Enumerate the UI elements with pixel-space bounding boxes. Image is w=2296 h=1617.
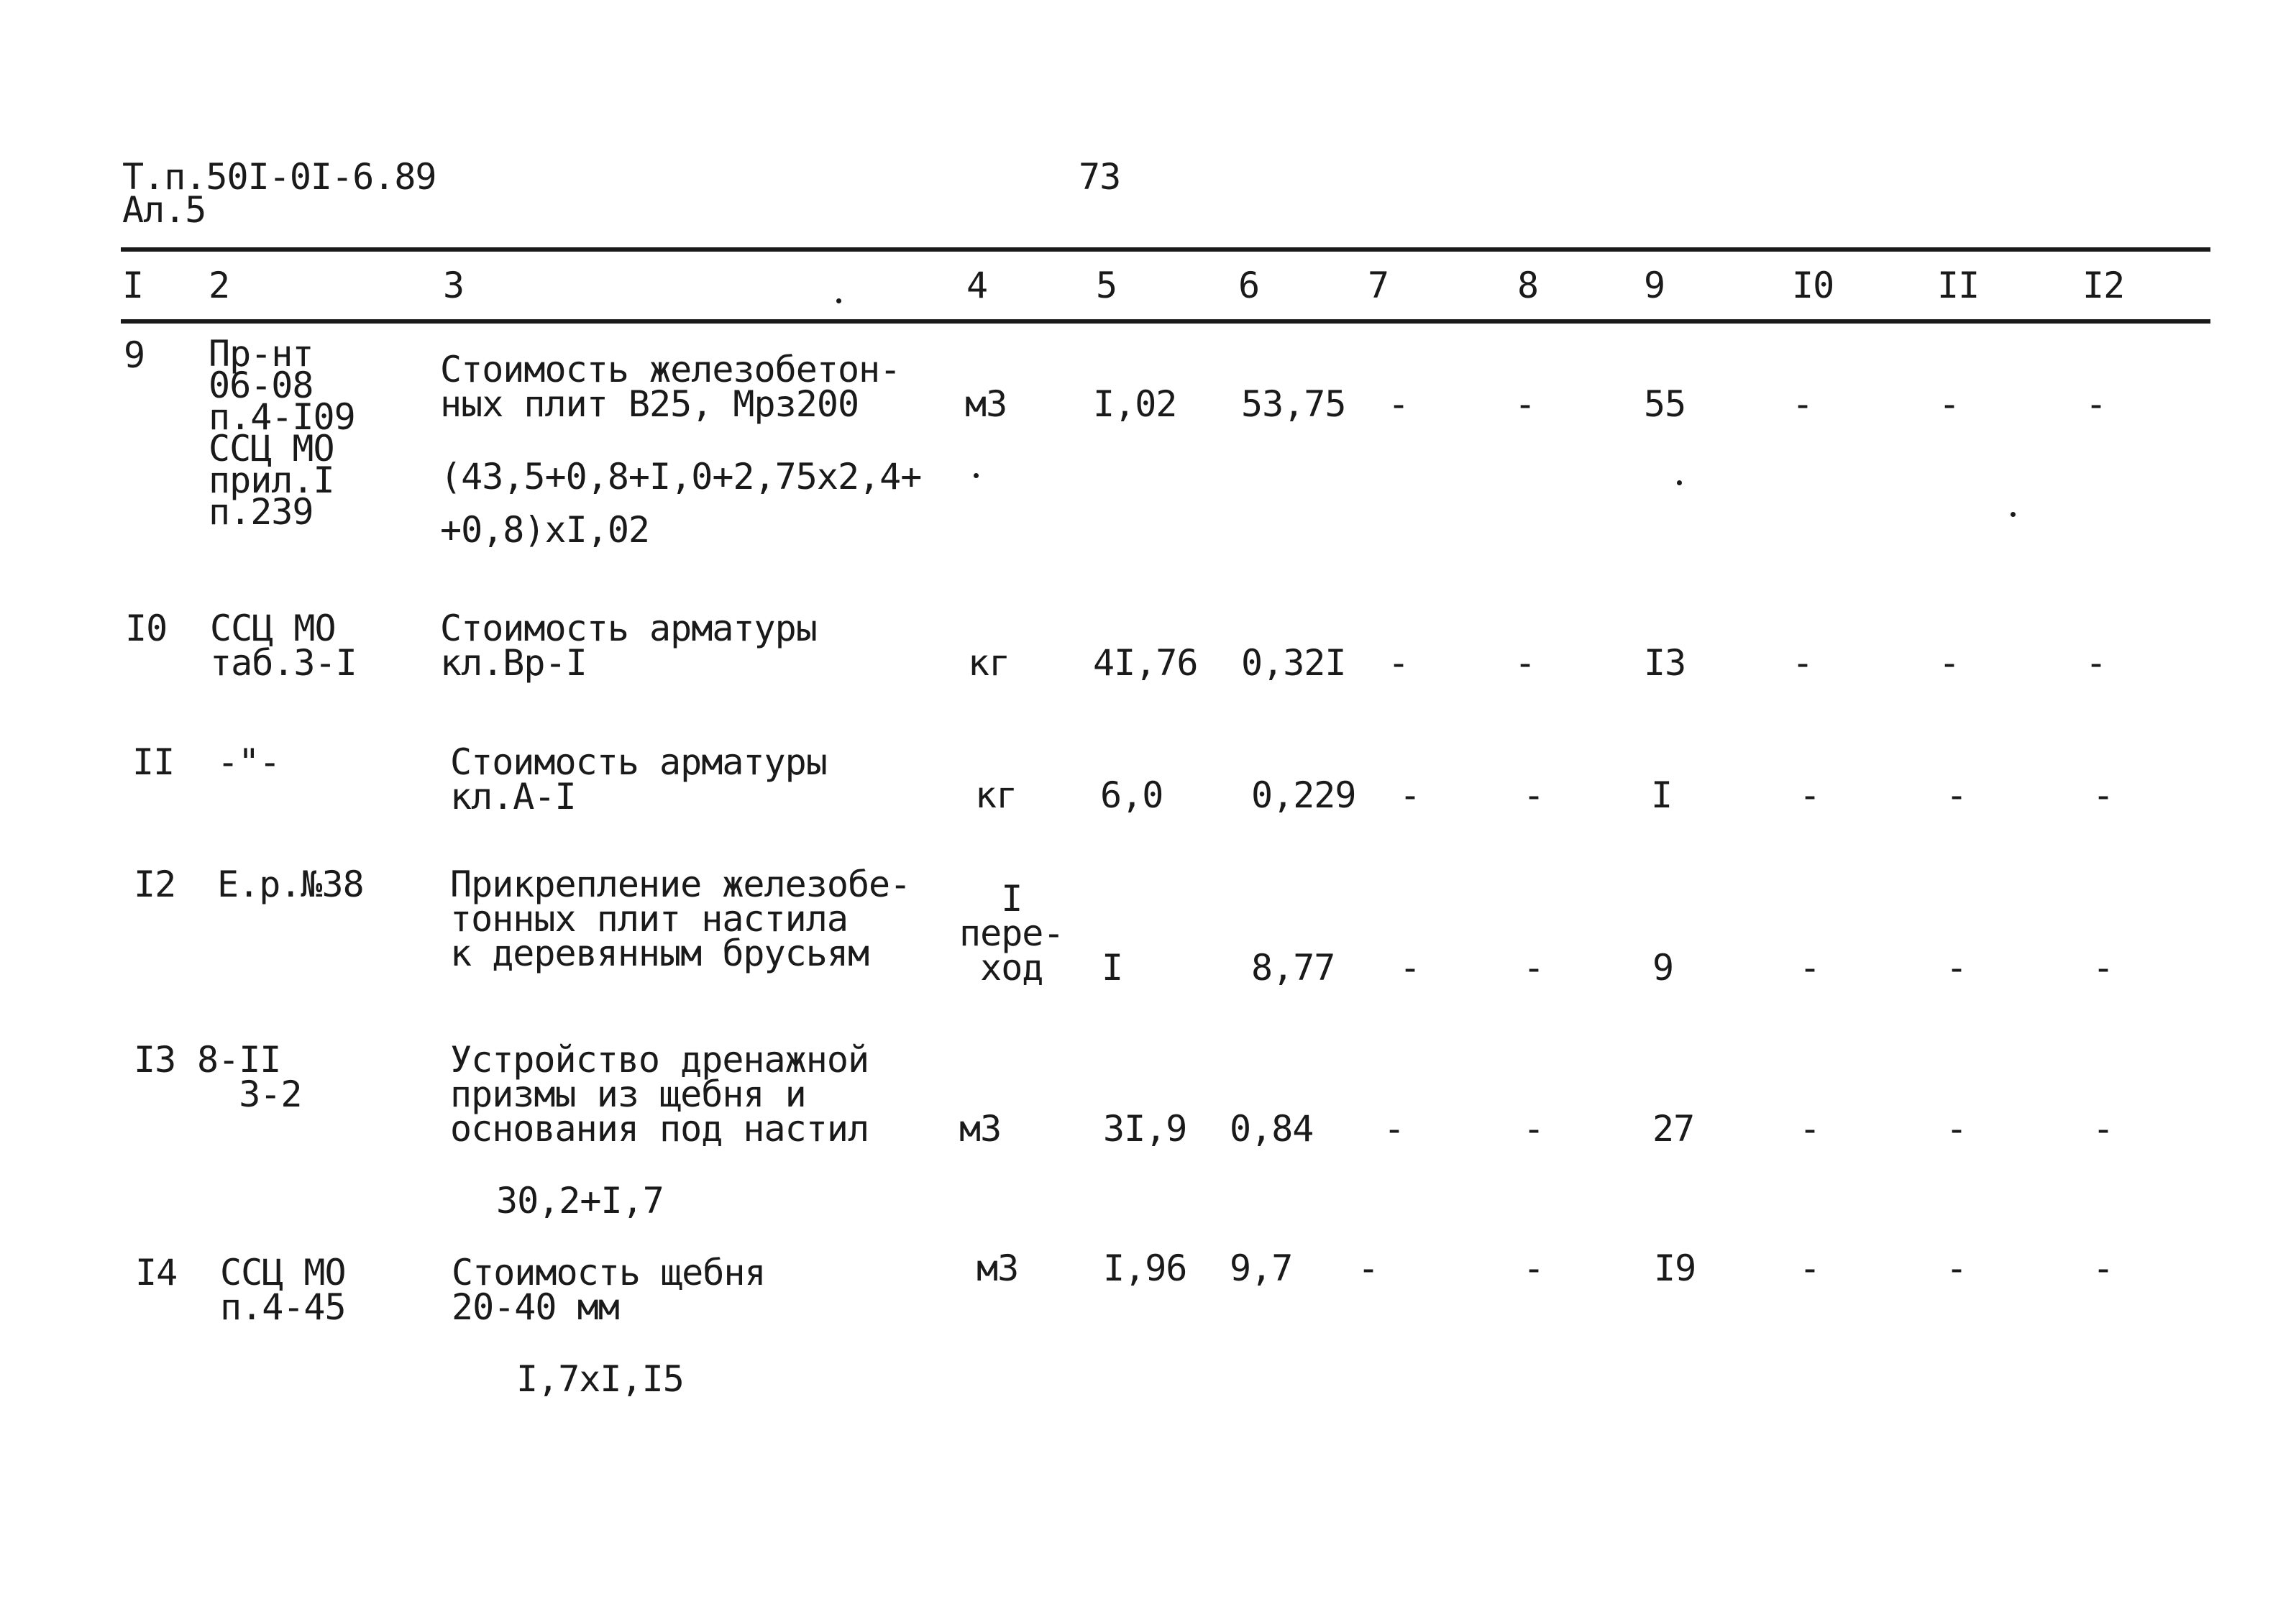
row-col7: -: [1358, 1247, 1379, 1289]
column-header: 2: [209, 265, 230, 306]
row-description: Стоимость арматуры кл.А-I: [450, 741, 827, 817]
row-reference: 8-II 3-2: [197, 1039, 302, 1115]
row-number: II: [132, 741, 175, 783]
row-description: Стоимость арматуры кл.Вр-I: [440, 608, 817, 684]
row-col11: -: [1939, 642, 1960, 684]
row-reference: Пр-нт 06-08 п.4-I09 ССЦ МО прил.I п.239: [209, 333, 355, 533]
row-col7: -: [1388, 642, 1409, 684]
column-header: 5: [1096, 265, 1117, 306]
column-header: I: [122, 265, 144, 306]
row-number: 9: [124, 334, 145, 376]
row-col7: -: [1383, 1108, 1405, 1150]
row-qty: 3I,9: [1103, 1108, 1187, 1150]
table-header-rule: [121, 319, 2210, 324]
row-qty: I,96: [1103, 1247, 1187, 1289]
row-reference: -"-: [217, 741, 280, 783]
column-header: 4: [966, 265, 988, 306]
row-price: 9,7: [1230, 1247, 1293, 1289]
row-col9: I9: [1654, 1247, 1696, 1289]
row-col8: -: [1523, 1247, 1545, 1289]
row-col10: -: [1792, 642, 1814, 684]
column-header: 6: [1238, 265, 1260, 306]
row-col8: -: [1514, 383, 1536, 425]
row-price: 0,229: [1251, 774, 1356, 816]
row-calculation: (43,5+0,8+I,0+2,75х2,4+ +0,8)хI,02: [440, 456, 922, 551]
row-description: Стоимость щебня 20-40 мм: [452, 1252, 766, 1328]
table-top-rule: [121, 247, 2210, 252]
row-col9: 27: [1652, 1108, 1695, 1150]
row-col8: -: [1523, 947, 1545, 989]
row-col7: -: [1388, 383, 1409, 425]
row-col9: I3: [1644, 642, 1686, 684]
speck: [1677, 480, 1682, 485]
row-col12: -: [2093, 947, 2114, 989]
row-unit: I пере- ход: [959, 878, 1064, 989]
row-col12: -: [2093, 774, 2114, 816]
row-price: 0,32I: [1241, 642, 1346, 684]
speck: [836, 298, 841, 303]
column-header: I2: [2082, 265, 2125, 306]
row-col11: -: [1946, 1247, 1967, 1289]
row-col10: -: [1799, 947, 1821, 989]
row-unit: м3: [977, 1247, 1019, 1289]
row-reference: Е.р.№38: [217, 864, 364, 905]
album-label: Ал.5: [122, 189, 206, 231]
row-calculation: I,7хI,I5: [516, 1358, 684, 1400]
row-qty: 6,0: [1100, 774, 1163, 816]
row-col8: -: [1523, 1108, 1545, 1150]
column-header: 8: [1517, 265, 1539, 306]
row-col12: -: [2085, 642, 2107, 684]
row-col7: -: [1399, 774, 1421, 816]
row-col10: -: [1799, 1108, 1821, 1150]
row-description: Прикрепление железобе- тонных плит настила к деревянным брусьям: [450, 864, 911, 974]
column-header: 7: [1368, 265, 1389, 306]
row-col12: -: [2093, 1108, 2114, 1150]
doc-code: Т.п.50I-0I-6.89: [122, 156, 436, 198]
row-col12: -: [2093, 1247, 2114, 1289]
column-header: 9: [1644, 265, 1665, 306]
row-unit: кг: [968, 642, 1010, 684]
row-col11: -: [1946, 947, 1967, 989]
row-col11: -: [1946, 774, 1967, 816]
row-col12: -: [2085, 383, 2107, 425]
row-price: 53,75: [1241, 383, 1346, 425]
row-unit: кг: [975, 774, 1017, 816]
row-description: Стоимость железобетон- ных плит В25, Мрз200: [440, 349, 901, 425]
row-qty: 4I,76: [1093, 642, 1198, 684]
row-unit: м3: [959, 1108, 1002, 1150]
row-col9: 55: [1644, 383, 1686, 425]
row-number: I3: [134, 1039, 176, 1081]
row-col10: -: [1799, 1247, 1821, 1289]
row-unit: м3: [965, 383, 1007, 425]
row-col11: -: [1939, 383, 1960, 425]
row-number: I2: [134, 864, 176, 905]
column-header: II: [1937, 265, 1980, 306]
row-col11: -: [1946, 1108, 1967, 1150]
row-col10: -: [1799, 774, 1821, 816]
row-number: I4: [135, 1252, 178, 1293]
row-col10: -: [1792, 383, 1814, 425]
row-price: 0,84: [1230, 1108, 1314, 1150]
row-number: I0: [125, 608, 168, 649]
row-price: 8,77: [1251, 947, 1335, 989]
page-number: 73: [1079, 156, 1121, 198]
row-col8: -: [1514, 642, 1536, 684]
row-reference: ССЦ МО таб.3-I: [210, 608, 357, 684]
row-reference: ССЦ МО п.4-45: [220, 1252, 346, 1328]
row-col9: 9: [1652, 947, 1674, 989]
row-qty: I,02: [1093, 383, 1177, 425]
row-col7: -: [1399, 947, 1421, 989]
row-calculation: 30,2+I,7: [496, 1180, 664, 1222]
row-col8: -: [1523, 774, 1545, 816]
speck: [2011, 512, 2016, 517]
column-header: 3: [443, 265, 465, 306]
column-header: I0: [1792, 265, 1834, 306]
speck: [974, 473, 979, 478]
row-col9: I: [1651, 774, 1673, 816]
row-qty: I: [1102, 947, 1123, 989]
row-description: Устройство дренажной призмы из щебня и основания под настил: [450, 1039, 869, 1150]
